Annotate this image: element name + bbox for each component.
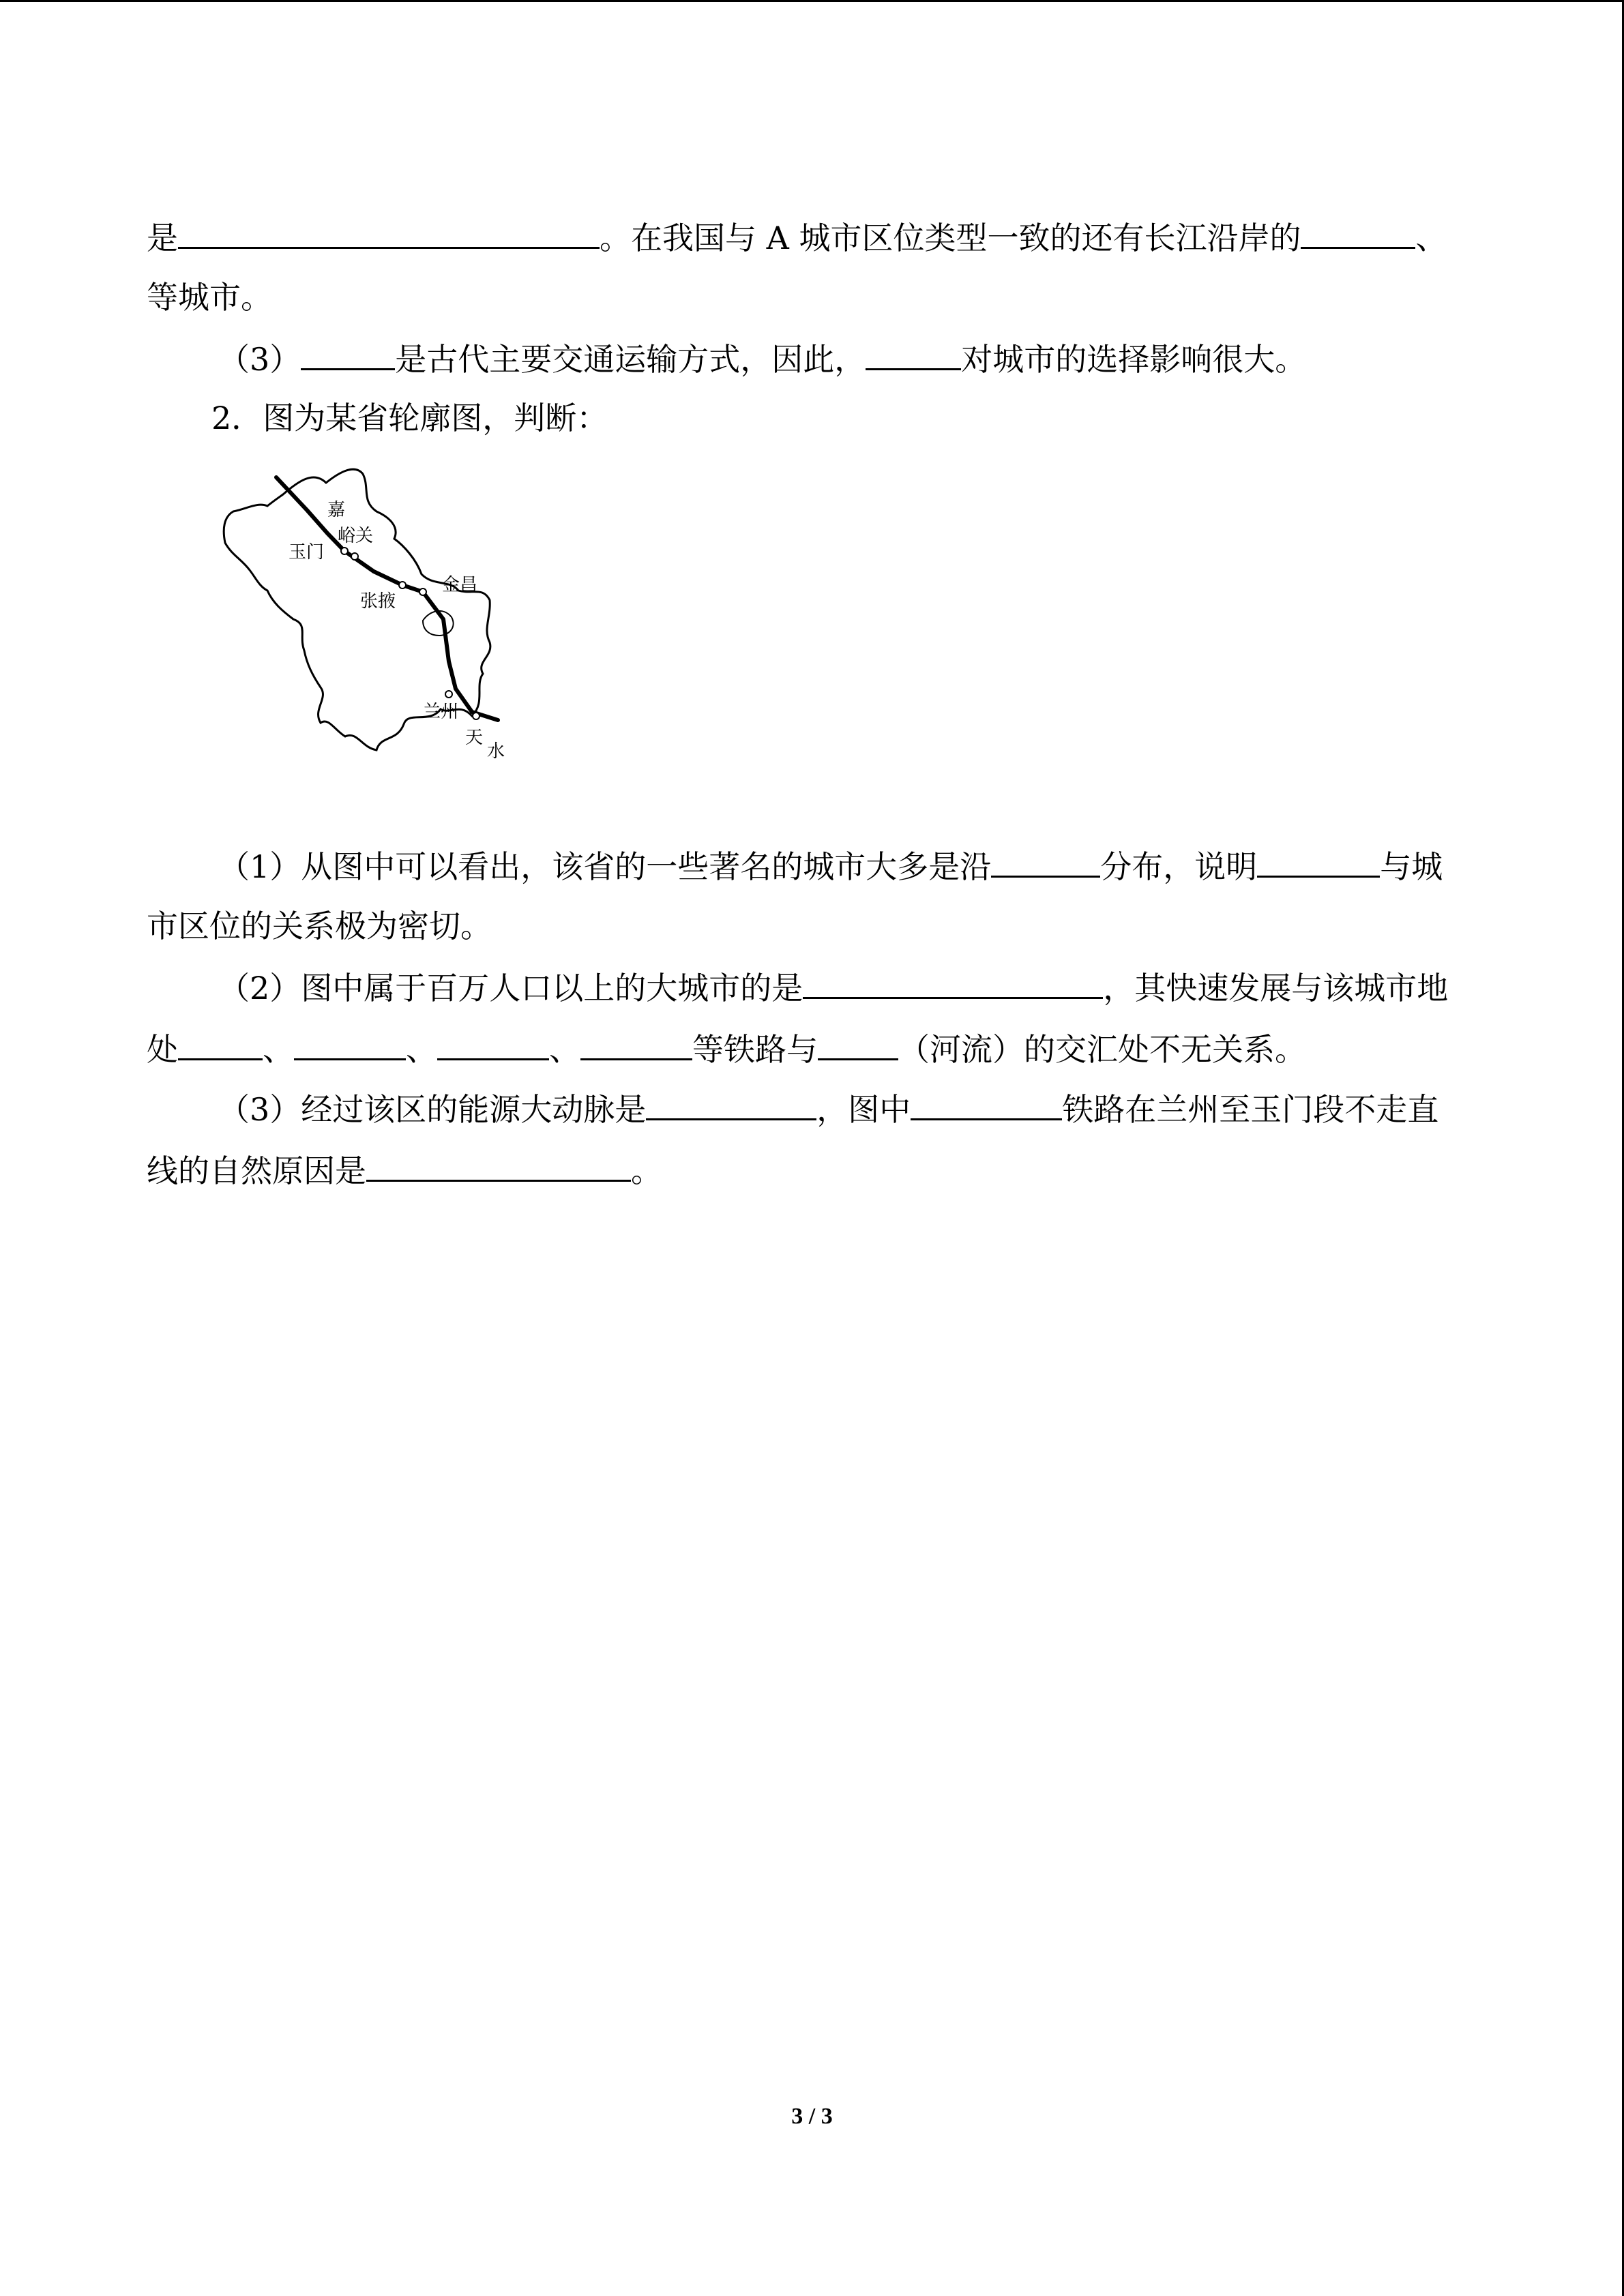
- city-marker-jiayuguan: [351, 553, 358, 560]
- text-segment: （河流）的交汇处不无关系。: [898, 1031, 1306, 1068]
- text-segment: 对城市的选择影响很大。: [961, 341, 1307, 378]
- answer-blank[interactable]: [1301, 217, 1415, 249]
- map-label-jia: 嘉: [327, 500, 346, 520]
- answer-blank[interactable]: [178, 1028, 263, 1060]
- text-segment: （3）经过该区的能源大动脉是: [218, 1091, 647, 1128]
- text-segment: ，其快速发展与该城市地: [1103, 970, 1449, 1007]
- text-segment: 分布，说明: [1100, 848, 1258, 885]
- text-segment: （1）从图中可以看出，该省的一些著名的城市大多是沿: [218, 848, 992, 885]
- answer-blank[interactable]: [580, 1028, 692, 1060]
- text-line-3: [218, 338, 1306, 376]
- text-segment: 线的自然原因是: [147, 1152, 366, 1189]
- text-line-6: [147, 907, 492, 945]
- question-2-heading: [211, 399, 608, 437]
- text-segment: （3）: [218, 341, 301, 378]
- text-segment: 与城: [1380, 848, 1443, 885]
- text-segment: 是: [147, 220, 178, 256]
- map-label-yuguan: 峪关: [338, 526, 374, 546]
- text-segment: 、: [549, 1031, 580, 1068]
- answer-blank[interactable]: [366, 1150, 631, 1182]
- text-segment: 。在我国与 A 城市区位类型一致的还有长江沿岸的: [600, 220, 1301, 256]
- text-segment: 、: [263, 1031, 294, 1068]
- text-line-1: [147, 217, 1447, 255]
- text-segment: 、: [1415, 220, 1447, 256]
- text-line-2: [147, 278, 272, 316]
- answer-blank[interactable]: [294, 1028, 406, 1060]
- province-outline-map: [218, 457, 600, 791]
- answer-blank[interactable]: [991, 846, 1100, 878]
- text-segment: 铁路在兰州至玉门段不走直: [1062, 1091, 1439, 1128]
- text-segment: 等城市。: [147, 279, 272, 316]
- answer-blank[interactable]: [646, 1088, 816, 1120]
- city-marker-yumen: [341, 548, 348, 554]
- text-segment: 市区位的关系极为密切。: [147, 908, 492, 944]
- text-segment: 等铁路与: [692, 1031, 818, 1068]
- page-number: 3 / 3: [791, 2104, 833, 2129]
- text-segment: 处: [147, 1031, 178, 1068]
- text-line-8: [147, 1028, 1306, 1067]
- map-label-lanzhou: 兰州: [423, 702, 459, 722]
- text-line-7: [218, 967, 1448, 1005]
- city-marker-zhangye: [399, 582, 406, 588]
- text-line-5: [218, 846, 1443, 884]
- text-line-10: [147, 1150, 662, 1188]
- answer-blank[interactable]: [1257, 846, 1380, 878]
- text-segment: 2．图为某省轮廓图，判断：: [211, 400, 608, 436]
- city-marker-jinchang: [419, 588, 426, 595]
- city-marker-lanzhou: [445, 691, 452, 698]
- page-border-top: [0, 0, 1624, 2]
- text-segment: 是古代主要交通运输方式，因此，: [395, 341, 866, 378]
- answer-blank[interactable]: [803, 967, 1103, 999]
- answer-blank[interactable]: [437, 1028, 549, 1060]
- answer-blank[interactable]: [178, 217, 600, 249]
- text-segment: ，图中: [816, 1091, 911, 1128]
- map-label-zhangye: 张掖: [360, 591, 396, 612]
- answer-blank[interactable]: [301, 338, 395, 370]
- map-label-jinchang: 金昌: [442, 575, 478, 595]
- answer-blank[interactable]: [911, 1088, 1062, 1120]
- answer-blank[interactable]: [818, 1028, 898, 1060]
- text-segment: （2）图中属于百万人口以上的大城市的是: [218, 970, 803, 1007]
- answer-blank[interactable]: [866, 338, 961, 370]
- map-label-shui: 水: [487, 741, 505, 762]
- text-segment: 、: [406, 1031, 437, 1068]
- city-marker-tianshui: [473, 713, 479, 719]
- text-segment: 。: [631, 1152, 662, 1189]
- map-label-tian: 天: [465, 728, 484, 748]
- text-line-9: [218, 1088, 1438, 1127]
- map-label-yumen: 玉门: [289, 542, 325, 563]
